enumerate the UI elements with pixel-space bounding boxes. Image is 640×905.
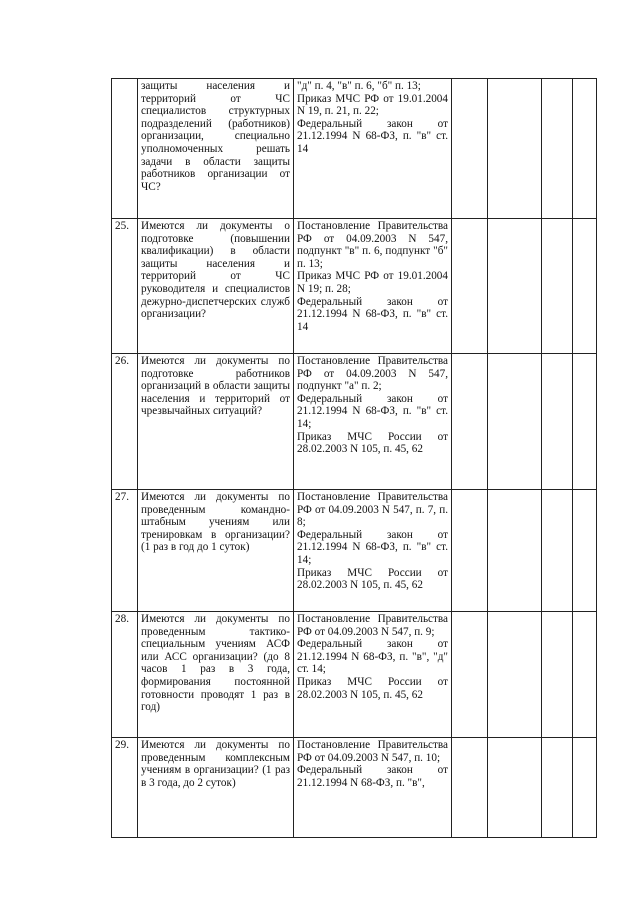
empty-cell bbox=[452, 612, 488, 738]
checklist-table bbox=[111, 78, 597, 838]
empty-cell bbox=[542, 490, 573, 612]
empty-cell bbox=[542, 612, 573, 738]
reference-line: Федеральный закон от 21.12.1994 N 68-ФЗ, п. "в", "д" ст. 14; bbox=[297, 638, 448, 676]
empty-cell bbox=[542, 738, 573, 838]
empty-cell bbox=[488, 612, 542, 738]
empty-cell bbox=[573, 490, 597, 612]
reference-line: Приказ МЧС РФ от 19.01.2004 N 19; п. 28; bbox=[297, 270, 448, 295]
empty-cell bbox=[452, 79, 488, 219]
row-question: Имеются ли документы по проведенным комплексным учениям в организации? (1 раз в 3 года, до 2 суток) bbox=[138, 738, 294, 838]
table-row bbox=[112, 738, 597, 838]
reference-line: Федеральный закон от 21.12.1994 N 68-ФЗ, п. "в" ст. 14; bbox=[297, 392, 448, 430]
empty-cell bbox=[542, 354, 573, 490]
empty-cell bbox=[452, 219, 488, 354]
empty-cell bbox=[573, 354, 597, 490]
reference-line: Приказ МЧС России от 28.02.2003 N 105, п. 45, 62 bbox=[297, 566, 448, 592]
empty-cell bbox=[542, 219, 573, 354]
reference-line: Федеральный закон от 21.12.1994 N 68-ФЗ, п. "в" ст. 14; bbox=[297, 528, 448, 566]
row-references bbox=[294, 354, 452, 490]
empty-cell bbox=[573, 738, 597, 838]
reference-line: Постановление Правительства РФ от 04.09.2003 N 547, п. 9; bbox=[297, 613, 448, 638]
empty-cell bbox=[488, 738, 542, 838]
table-row bbox=[112, 219, 597, 354]
empty-cell bbox=[573, 219, 597, 354]
reference-line: Постановление Правительства РФ от 04.09.2003 N 547, п. 7, п. 8; bbox=[297, 491, 448, 529]
empty-cell bbox=[488, 490, 542, 612]
table-row bbox=[112, 490, 597, 612]
reference-line: Федеральный закон от 21.12.1994 N 68-ФЗ, п. "в" ст. 14 bbox=[297, 295, 448, 333]
row-number: 26. bbox=[112, 354, 138, 490]
empty-cell bbox=[488, 354, 542, 490]
reference-line: Приказ МЧС России от 28.02.2003 N 105, п. 45, 62 bbox=[297, 675, 448, 701]
row-number: 27. bbox=[112, 490, 138, 612]
empty-cell bbox=[573, 79, 597, 219]
row-references bbox=[294, 219, 452, 354]
row-question: Имеются ли документы по подготовке работников организаций в области защиты населения и территорий от чрезвычайных ситуаций? bbox=[138, 354, 294, 490]
row-question: Имеются ли документы по проведенным тактико-специальным учениям АСФ или АСС организации? (до 8 часов 1 раз в 3 года, формирования постоянной готовности проводят 1 раз в год) bbox=[138, 612, 294, 738]
reference-line: "д" п. 4, "в" п. 6, "б" п. 13; bbox=[297, 80, 421, 92]
reference-line: Постановление Правительства РФ от 04.09.2003 N 547, подпункт "а" п. 2; bbox=[297, 355, 448, 393]
reference-line: Приказ МЧС России от 28.02.2003 N 105, п. 45, 62 bbox=[297, 430, 448, 456]
row-references bbox=[294, 490, 452, 612]
row-number: 29. bbox=[112, 738, 138, 838]
empty-cell bbox=[452, 738, 488, 838]
table-row bbox=[112, 354, 597, 490]
reference-line: Федеральный закон от 21.12.1994 N 68-ФЗ, п. "в" ст. 14 bbox=[297, 117, 448, 155]
row-references bbox=[294, 738, 452, 838]
reference-line: Постановление Правительства РФ от 04.09.2003 N 547, п. 10; bbox=[297, 739, 448, 764]
row-number: 25. bbox=[112, 219, 138, 354]
empty-cell bbox=[573, 612, 597, 738]
row-question: Имеются ли документы о подготовке (повышении квалификации) в области защиты населения и территорий от ЧС руководителя и специалистов дежурно-диспетчерских служб организации? bbox=[138, 219, 294, 354]
row-references bbox=[294, 612, 452, 738]
table-row bbox=[112, 612, 597, 738]
row-references bbox=[294, 79, 452, 219]
row-number bbox=[112, 79, 138, 219]
empty-cell bbox=[452, 354, 488, 490]
empty-cell bbox=[488, 79, 542, 219]
empty-cell bbox=[542, 79, 573, 219]
empty-cell bbox=[452, 490, 488, 612]
row-question: защиты населения и территорий от ЧС специалистов структурных подразделений (работников) организации, специально уполномоченных решать задачи в области защиты работников организации от ЧС? bbox=[138, 79, 294, 219]
reference-line: Постановление Правительства РФ от 04.09.2003 N 547, подпункт "в" п. 6, подпункт "б" п. 13; bbox=[297, 220, 448, 270]
reference-line: Приказ МЧС РФ от 19.01.2004 N 19, п. 21, п. 22; bbox=[297, 92, 448, 118]
table-row bbox=[112, 79, 597, 219]
row-number: 28. bbox=[112, 612, 138, 738]
row-question: Имеются ли документы по проведенным командно-штабным учениям или тренировкам в организации? (1 раз в год до 1 суток) bbox=[138, 490, 294, 612]
reference-line: Федеральный закон от 21.12.1994 N 68-ФЗ, п. "в", bbox=[297, 764, 448, 789]
empty-cell bbox=[488, 219, 542, 354]
checklist-rows bbox=[112, 79, 597, 838]
